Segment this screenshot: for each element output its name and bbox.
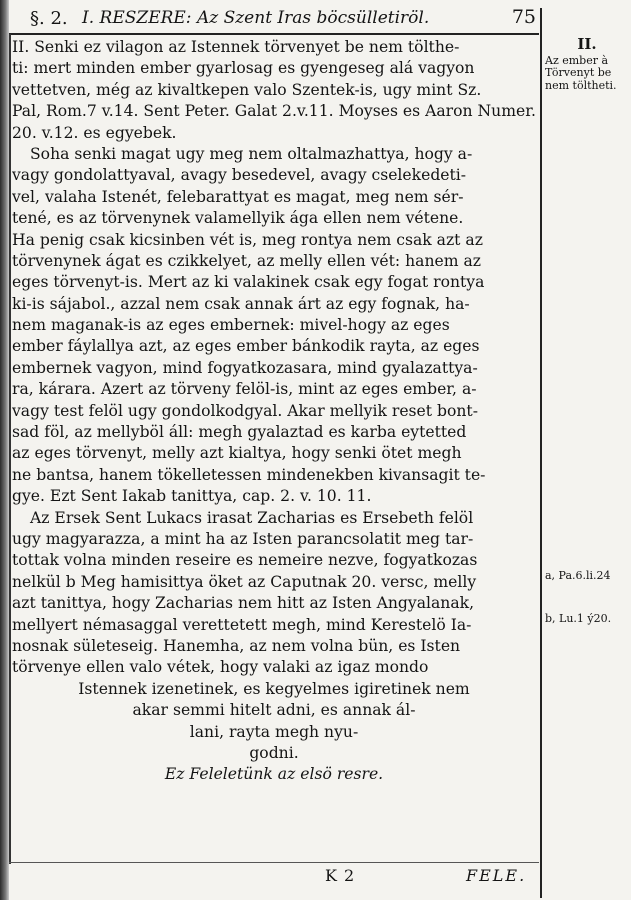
text-line: godni. [249,743,299,762]
text-line: vel, valaha Istenét, felebarattyat es magat, meg nem sér- [12,187,464,206]
margin-reference-a: a, Pa.6.li.24 [545,569,611,582]
text-line: II. Senki ez vilagon az Istennek törvenyet be nem tölthe- [12,38,460,56]
text-line: Az Ersek Sent Lukacs irasat Zacharias es Ersebeth felöl [30,508,474,527]
header-rule [9,33,539,35]
text-line: ra, kárara. Azert az törveny felöl-is, mint az eges ember, a- [12,380,477,399]
catchword: FELE. [466,866,527,885]
text-line: vagy test felöl ugy gondolkodgyal. Akar mellyik reset bont- [12,401,478,420]
margin-summary: Az ember à Törvenyt be nem töltheti. [545,53,617,92]
text-line: tené, es az törvenynek valamellyik ága ellen nem vétene. [12,209,464,228]
margin-reference-b: b, Lu.1 ý20. [545,612,612,625]
running-title: I. RESZERE: Az Szent Iras böcsülletiröl. [82,8,430,28]
text-line: sad föl, az mellyböl áll: megh gyalaztad es karba eytetted [12,423,467,442]
left-rule [9,34,11,864]
text-line: akar semmi hitelt adni, es annak ál- [132,701,416,720]
closing-line: Ez Feleletünk az elsö resre. [164,765,384,784]
text-line: Istennek izenetinek, es kegyelmes igiretinek nem [78,679,470,698]
section-number: §. 2. [30,8,68,29]
text-line: ti: mert minden ember gyarlosag es gyengeseg alá vagyon [12,59,475,78]
margin-note [545,35,629,92]
text-line: lani, rayta megh nyu- [189,722,359,741]
text-line: ne bantsa, hanem tökelletessen mindenekben kivansagit te- [12,465,486,484]
text-line: Soha senki magat ugy meg nem oltalmazhattya, hogy a- [30,144,473,163]
text-line: embernek vagyon, mind fogyatkozasara, mind gyalazattya- [12,358,478,377]
text-line: 20. v.12. es egyebek. [12,123,177,142]
text-line: azt tanittya, hogy Zacharias nem hitt az Isten Angyalanak, [12,594,475,613]
text-line: Pal, Rom.7 v.14. Sent Peter. Galat 2.v.11. Moyses es Aaron Numer. [12,102,536,121]
signature-mark: K 2 [325,866,356,885]
text-line: mellyert némasaggal verettetett megh, mind Kerestelö Ia- [12,615,472,634]
text-line: vettetven, még az kivaltkepen valo Szentek-is, ugy mint Sz. [12,80,482,99]
text-line: gye. Ezt Sent Iakab tanittya, cap. 2. v. 10. 11. [12,487,372,506]
footer-rule [9,862,539,863]
text-line: törvenynek ágat es czikkelyet, az melly ellen vét: hanem az [12,251,481,270]
margin-rule [540,8,542,898]
main-text [12,37,536,786]
text-line: nem maganak-is az eges embernek: mivel-hogy az eges [12,316,450,335]
text-line: az eges törvenyt, melly azt kialtya, hogy senki ötet megh [12,444,462,463]
text-line: ki-is sájabol., azzal nem csak annak árt az egy fognak, ha- [12,294,470,313]
text-line: ugy magyarazza, a mint ha az Isten parancsolatit meg tar- [12,529,474,548]
text-line: nosnak sületeseig. Hanemha, az nem volna bün, es Isten [12,636,461,655]
page-number: 75 [511,6,536,28]
text-line: ember fáylallya azt, az eges ember bánkodik rayta, az eges [12,337,480,356]
text-line: tottak volna minden reseire es nemeire nezve, fogyatkozas [12,551,478,570]
text-line: vagy gondolattyaval, avagy besedevel, avagy cselekedeti- [12,166,467,185]
text-line: törvenye ellen valo vétek, hogy valaki az igaz mondo [12,658,429,677]
text-line: nelkül b Meg hamisittya öket az Caputnak 20. versc, melly [12,572,477,591]
text-line: eges törvenyt-is. Mert az ki valakinek csak egy fogat rontya [12,273,485,292]
running-header [30,6,536,32]
margin-heading: II. [577,35,597,53]
text-line: Ha penig csak kicsinben vét is, meg rontya nem csak azt az [12,230,483,249]
binding-edge [0,0,9,900]
